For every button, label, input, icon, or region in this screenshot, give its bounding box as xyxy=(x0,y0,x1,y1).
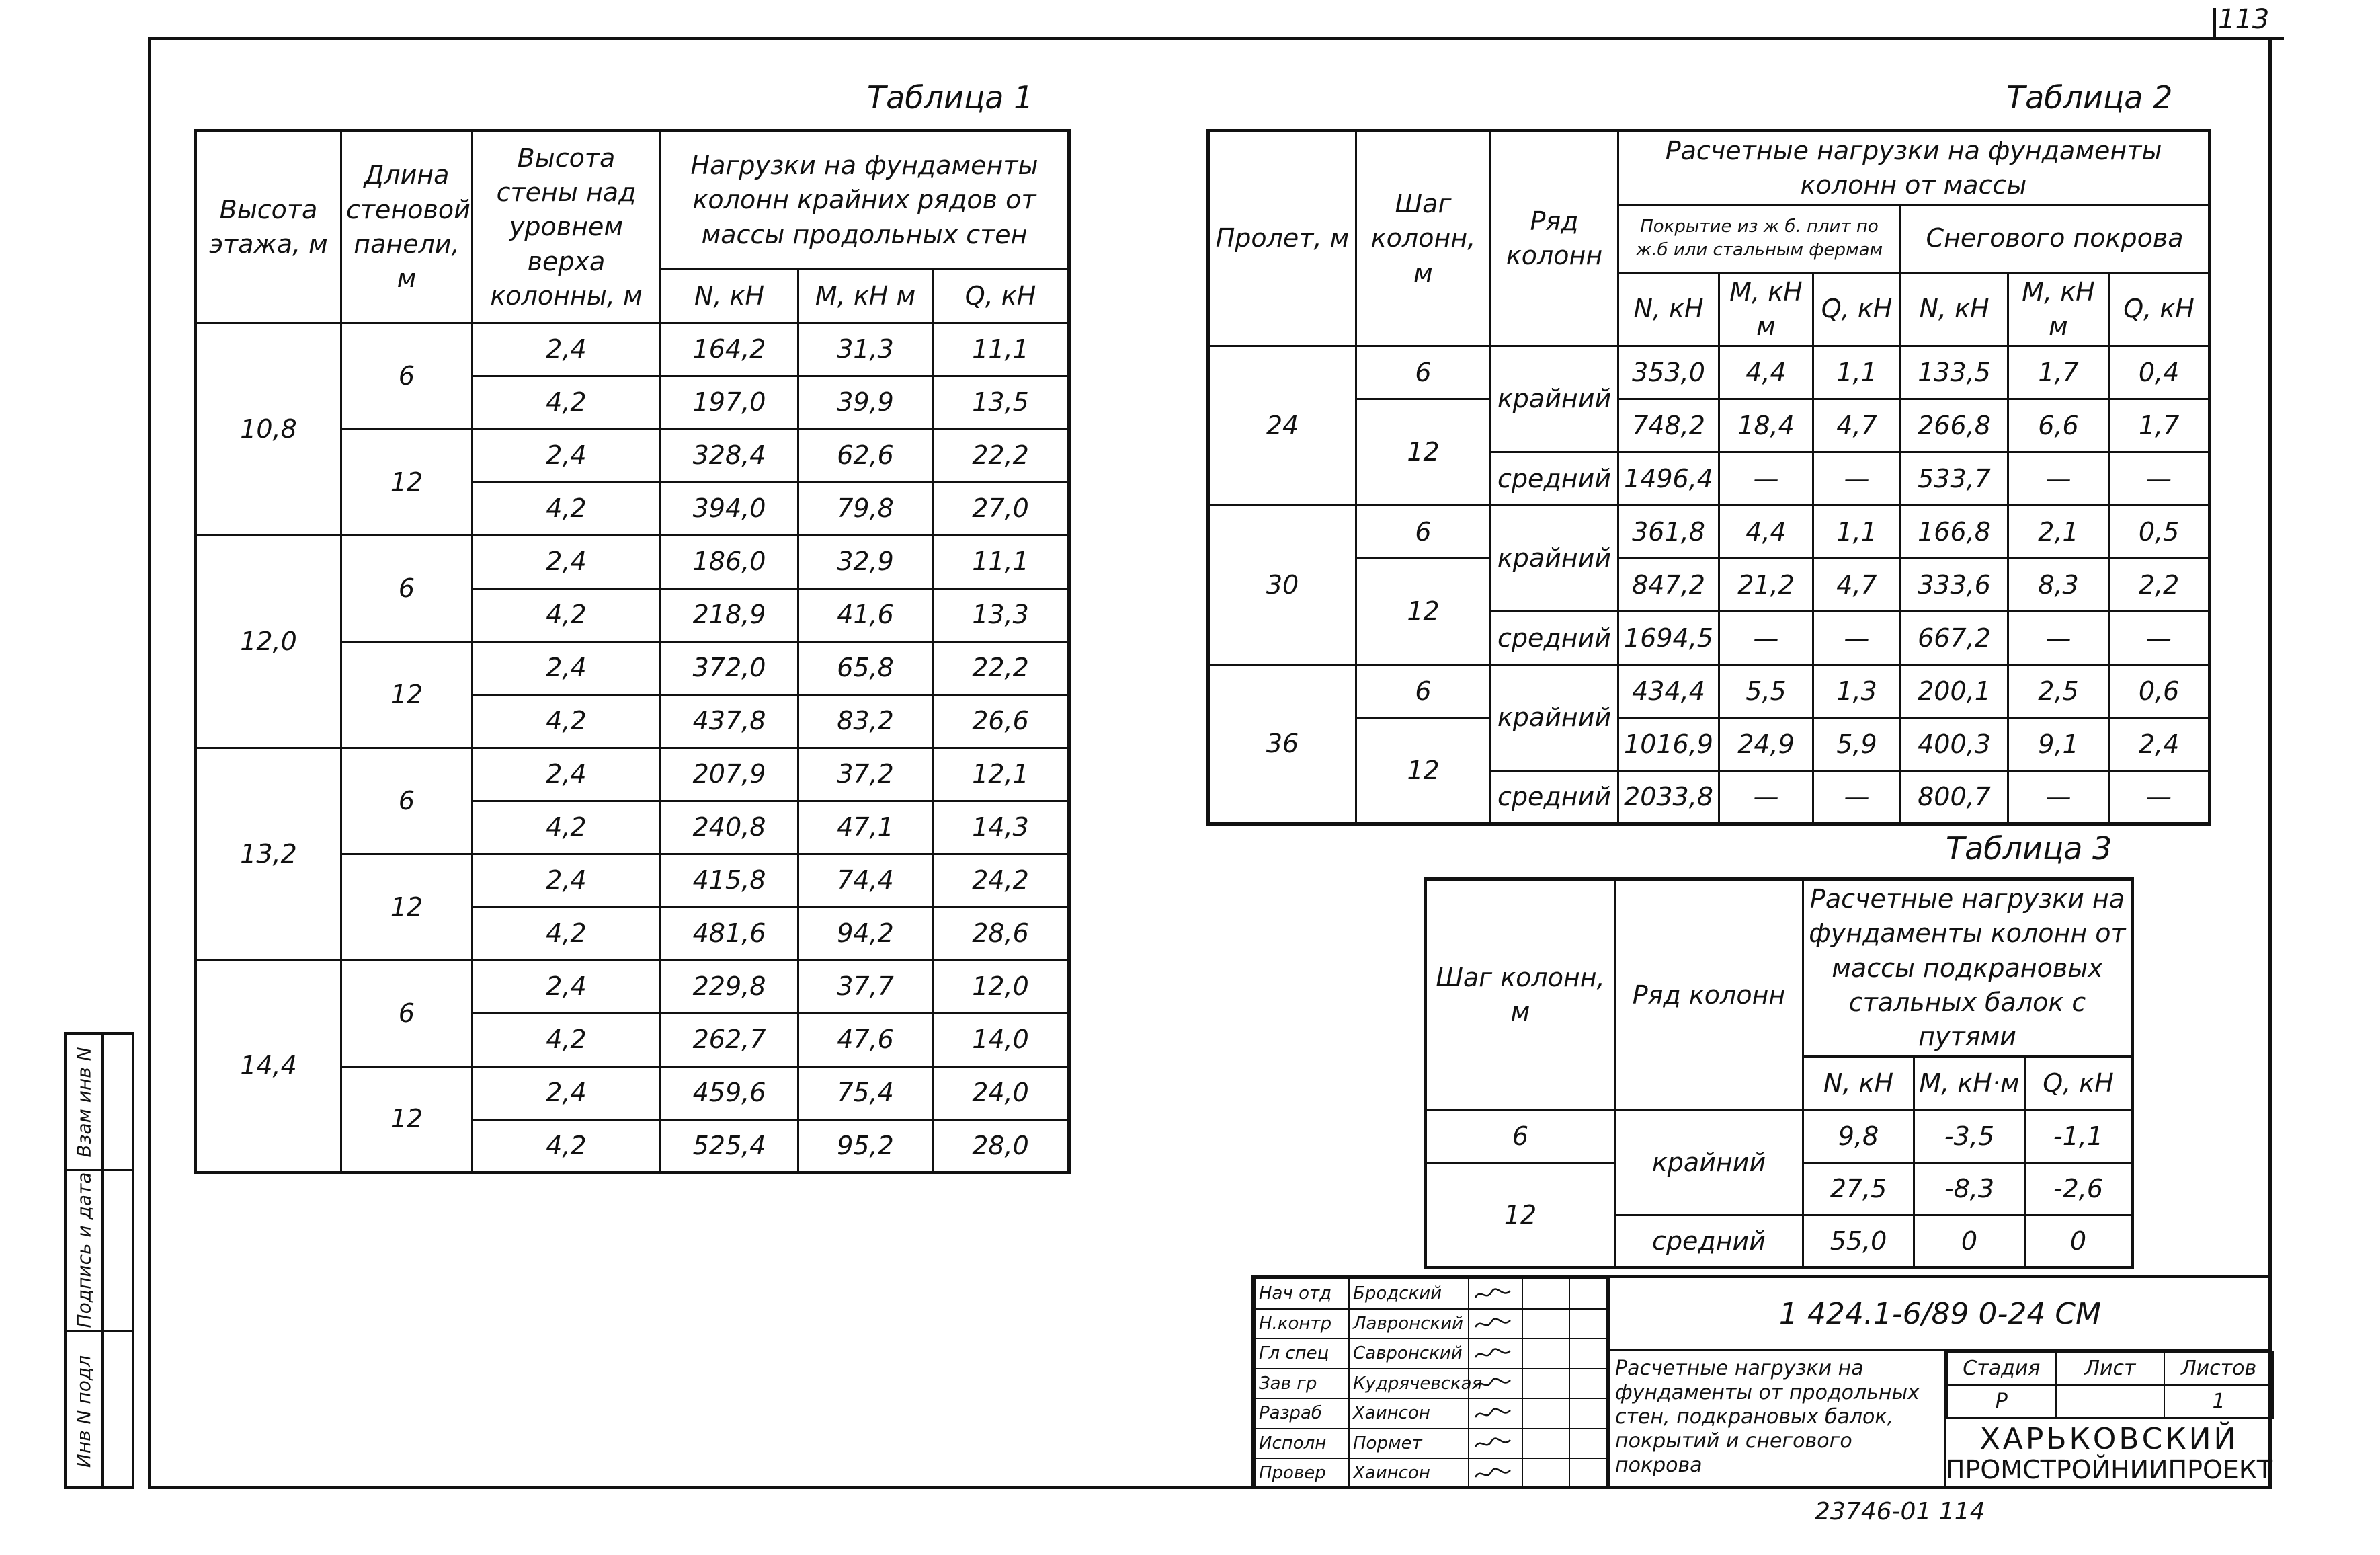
organization xyxy=(1944,1417,2272,1489)
t1-header-floor: Высота этажа, м xyxy=(196,131,341,323)
t2-cell: — xyxy=(1813,771,1901,824)
t2-cell: 166,8 xyxy=(1901,506,2008,559)
stamp-empty xyxy=(1569,1458,1609,1488)
sheet-number-tick xyxy=(2213,8,2216,38)
t1-cell: 2,4 xyxy=(473,961,661,1014)
t1-cell: 37,2 xyxy=(798,748,933,801)
t1-cell: 22,2 xyxy=(933,642,1069,695)
t2-cell: 1016,9 xyxy=(1618,718,1719,771)
t3-cell: -1,1 xyxy=(2025,1111,2133,1163)
t1-cell: 13,5 xyxy=(933,376,1069,430)
t1-cell: 65,8 xyxy=(798,642,933,695)
t2-cell: 0,6 xyxy=(2109,665,2210,718)
t1-cell: 186,0 xyxy=(661,536,798,589)
t2-cell: 1,1 xyxy=(1813,346,1901,399)
t2-row-middle: средний xyxy=(1491,452,1618,506)
t1-header-q: Q, кН xyxy=(933,270,1069,323)
t2-step-12: 12 xyxy=(1356,559,1491,665)
t1-cell: 47,6 xyxy=(798,1014,933,1067)
t1-floor: 13,2 xyxy=(196,748,341,961)
t1-cell: 32,9 xyxy=(798,536,933,589)
t2-cell: — xyxy=(2109,771,2210,824)
stage-label: Стадия xyxy=(1947,1352,2056,1385)
t3-cell: 27,5 xyxy=(1803,1163,1914,1215)
t2-cell: 9,1 xyxy=(2008,718,2109,771)
sidebar-replacement: Взам инв N xyxy=(73,1046,95,1158)
t1-cell: 27,0 xyxy=(933,483,1069,536)
t1-header-wall: Высота стены над уровнем верха колонны, м xyxy=(473,131,661,323)
t2-cell: 133,5 xyxy=(1901,346,2008,399)
t1-cell: 328,4 xyxy=(661,430,798,483)
stage-value: Р xyxy=(1947,1385,2056,1418)
t2-header-q2: Q, кН xyxy=(2109,272,2210,346)
t1-body xyxy=(196,323,1069,1173)
t1-cell: 262,7 xyxy=(661,1014,798,1067)
t2-cell: 353,0 xyxy=(1618,346,1719,399)
t1-cell: 4,2 xyxy=(473,695,661,748)
sheets-label: Листов xyxy=(2164,1352,2273,1385)
t1-cell: 12,1 xyxy=(933,748,1069,801)
t1-cell: 4,2 xyxy=(473,589,661,642)
stamp-role: Зав гр xyxy=(1255,1369,1349,1399)
t2-cell: 266,8 xyxy=(1901,399,2008,452)
t2-cell: — xyxy=(1719,771,1813,824)
stamp-empty xyxy=(1569,1429,1609,1459)
t2-row-outer: крайний xyxy=(1491,665,1618,771)
t2-step-12: 12 xyxy=(1356,399,1491,506)
t2-cell: 0,5 xyxy=(2109,506,2210,559)
sheet-number: 113 xyxy=(2218,4,2270,35)
stamp-name: Пормет xyxy=(1349,1429,1469,1459)
footer-code: 23746-01 114 xyxy=(1815,1498,1985,1525)
t2-cell: 2,2 xyxy=(2109,559,2210,612)
t1-cell: 95,2 xyxy=(798,1120,933,1173)
stamp-empty xyxy=(1522,1369,1569,1399)
t1-cell: 4,2 xyxy=(473,1014,661,1067)
t1-cell: 94,2 xyxy=(798,908,933,961)
stamp-empty xyxy=(1569,1309,1609,1339)
t3-cell: 9,8 xyxy=(1803,1111,1914,1163)
t1-panel: 12 xyxy=(341,854,473,961)
t1-floor: 14,4 xyxy=(196,961,341,1173)
t2-cell: 21,2 xyxy=(1719,559,1813,612)
t2-header-loads: Расчетные нагрузки на фундаменты колонн от массы xyxy=(1618,131,2210,206)
stamp-empty xyxy=(1522,1339,1569,1369)
stamp-empty xyxy=(1522,1279,1569,1309)
organization-line1: ХАРЬКОВСКИЙ xyxy=(1979,1422,2239,1457)
t1-panel: 6 xyxy=(341,961,473,1067)
signature-mark xyxy=(1469,1279,1522,1309)
t2-header-n2: N, кН xyxy=(1901,272,2008,346)
t2-header-q1: Q, кН xyxy=(1813,272,1901,346)
table3 xyxy=(1424,877,2134,1269)
t2-cell: — xyxy=(2109,452,2210,506)
t2-cell: — xyxy=(2008,771,2109,824)
stamp-empty xyxy=(1569,1279,1609,1309)
t1-cell: 207,9 xyxy=(661,748,798,801)
t1-cell: 28,6 xyxy=(933,908,1069,961)
t1-cell: 459,6 xyxy=(661,1067,798,1120)
stamp-name: Хаинсон xyxy=(1349,1398,1469,1429)
t1-panel: 12 xyxy=(341,1067,473,1173)
t1-cell: 24,0 xyxy=(933,1067,1069,1120)
t2-step-6: 6 xyxy=(1356,346,1491,399)
t2-cell: 0,4 xyxy=(2109,346,2210,399)
t1-cell: 4,2 xyxy=(473,1120,661,1173)
table1-caption: Таблица 1 xyxy=(867,79,1034,116)
t2-header-n1: N, кН xyxy=(1618,272,1719,346)
t2-cell: 1694,5 xyxy=(1618,612,1719,665)
t1-cell: 218,9 xyxy=(661,589,798,642)
stamp-role: Разраб xyxy=(1255,1398,1349,1429)
t1-cell: 14,3 xyxy=(933,801,1069,854)
t1-panel: 12 xyxy=(341,430,473,536)
t1-cell: 4,2 xyxy=(473,801,661,854)
t2-cell: 4,4 xyxy=(1719,506,1813,559)
stamp-empty xyxy=(1522,1429,1569,1459)
organization-line2: ПРОМСТРОЙНИИПРОЕКТ xyxy=(1945,1454,2273,1484)
table2-caption: Таблица 2 xyxy=(2006,79,2173,116)
t1-floor: 12,0 xyxy=(196,536,341,748)
t1-cell: 62,6 xyxy=(798,430,933,483)
stamp-name: Хаинсон xyxy=(1349,1458,1469,1488)
t1-panel: 12 xyxy=(341,642,473,748)
t2-cell: 361,8 xyxy=(1618,506,1719,559)
signature-mark xyxy=(1469,1398,1522,1429)
t1-cell: 11,1 xyxy=(933,323,1069,376)
t2-cell: 2,5 xyxy=(2008,665,2109,718)
t3-cell: -8,3 xyxy=(1914,1163,2025,1215)
sheet-value xyxy=(2056,1385,2165,1418)
t1-cell: 11,1 xyxy=(933,536,1069,589)
t2-cell: — xyxy=(1813,452,1901,506)
t1-cell: 2,4 xyxy=(473,854,661,908)
signature-mark xyxy=(1469,1429,1522,1459)
t2-cell: 1496,4 xyxy=(1618,452,1719,506)
stamp-empty xyxy=(1569,1339,1609,1369)
t1-cell: 525,4 xyxy=(661,1120,798,1173)
t1-cell: 2,4 xyxy=(473,323,661,376)
title-block xyxy=(1251,1275,2272,1489)
t1-cell: 372,0 xyxy=(661,642,798,695)
t3-cell: 55,0 xyxy=(1803,1215,1914,1268)
sidebar-signature-date: Подпись и дата xyxy=(73,1172,95,1328)
t2-cell: 1,1 xyxy=(1813,506,1901,559)
t2-cell: 800,7 xyxy=(1901,771,2008,824)
top-rule xyxy=(2217,37,2284,40)
stamp-empty xyxy=(1522,1309,1569,1339)
sidebar-original-inv: Инв N подл xyxy=(73,1355,95,1468)
signatures-grid xyxy=(1251,1275,1606,1489)
t1-cell: 79,8 xyxy=(798,483,933,536)
t2-row-outer: крайний xyxy=(1491,506,1618,612)
t2-cell: 1,7 xyxy=(2008,346,2109,399)
document-code: 1 424.1-6/89 0-24 СМ xyxy=(1606,1275,2272,1349)
t2-cell: 4,7 xyxy=(1813,399,1901,452)
t2-cell: 434,4 xyxy=(1618,665,1719,718)
t1-cell: 83,2 xyxy=(798,695,933,748)
t2-cell: 333,6 xyxy=(1901,559,2008,612)
t1-cell: 164,2 xyxy=(661,323,798,376)
t2-cell: 5,9 xyxy=(1813,718,1901,771)
t3-cell: 0 xyxy=(2025,1215,2133,1268)
t2-step-12: 12 xyxy=(1356,718,1491,824)
t1-cell: 229,8 xyxy=(661,961,798,1014)
t2-step-6: 6 xyxy=(1356,506,1491,559)
t3-header-step: Шаг колонн, м xyxy=(1426,879,1615,1111)
t2-cell: 1,7 xyxy=(2109,399,2210,452)
t2-body xyxy=(1208,346,2210,824)
t3-header-m: M, кН·м xyxy=(1914,1057,2025,1111)
t3-cell: 0 xyxy=(1914,1215,2025,1268)
t2-cell: 847,2 xyxy=(1618,559,1719,612)
t1-cell: 75,4 xyxy=(798,1067,933,1120)
t3-step-6: 6 xyxy=(1426,1111,1615,1163)
t2-span: 24 xyxy=(1208,346,1356,506)
t1-cell: 39,9 xyxy=(798,376,933,430)
t3-row-outer: крайний xyxy=(1615,1111,1803,1215)
approval-sidebar xyxy=(64,1032,134,1489)
t1-panel: 6 xyxy=(341,536,473,642)
sidebar-divider xyxy=(101,1035,104,1486)
t1-cell: 4,2 xyxy=(473,483,661,536)
t2-row-middle: средний xyxy=(1491,612,1618,665)
t1-header-n: N, кН xyxy=(661,270,798,323)
t2-cell: 18,4 xyxy=(1719,399,1813,452)
t1-panel: 6 xyxy=(341,748,473,854)
t1-cell: 26,6 xyxy=(933,695,1069,748)
t1-cell: 2,4 xyxy=(473,536,661,589)
stamp-name: Кудрячевская xyxy=(1349,1369,1469,1399)
t3-header-q: Q, кН xyxy=(2025,1057,2133,1111)
t2-cell: — xyxy=(1719,612,1813,665)
stamp-empty xyxy=(1522,1398,1569,1429)
t1-cell: 24,2 xyxy=(933,854,1069,908)
stamp-empty xyxy=(1569,1369,1609,1399)
t2-row-outer: крайний xyxy=(1491,346,1618,452)
t2-cell: — xyxy=(2008,452,2109,506)
t1-cell: 41,6 xyxy=(798,589,933,642)
t3-header-loads: Расчетные нагрузки на фундаменты колонн от массы подкрановых стальных балок с путями xyxy=(1803,879,2133,1057)
document-description: Расчетные нагрузки на фундаменты от продольных стен, подкрановых балок, покрытий и снегового покрова xyxy=(1606,1349,1944,1489)
t1-cell: 13,3 xyxy=(933,589,1069,642)
t2-header-span: Пролет, м xyxy=(1208,131,1356,346)
t2-cell: — xyxy=(1813,612,1901,665)
sheet-label: Лист xyxy=(2056,1352,2165,1385)
stamp-name: Бродский xyxy=(1349,1279,1469,1309)
t1-cell: 2,4 xyxy=(473,748,661,801)
t3-row-middle: средний xyxy=(1615,1215,1803,1268)
t2-header-step: Шаг колонн, м xyxy=(1356,131,1491,346)
t2-cell: 5,5 xyxy=(1719,665,1813,718)
stamp-role: Провер xyxy=(1255,1458,1349,1488)
t1-cell: 22,2 xyxy=(933,430,1069,483)
t2-cell: 533,7 xyxy=(1901,452,2008,506)
t1-panel: 6 xyxy=(341,323,473,430)
t2-row-middle: средний xyxy=(1491,771,1618,824)
t1-cell: 437,8 xyxy=(661,695,798,748)
t2-cell: 2033,8 xyxy=(1618,771,1719,824)
t2-header-m2: M, кН м xyxy=(2008,272,2109,346)
t1-header-panel: Длина стеновой панели, м xyxy=(341,131,473,323)
signature-mark xyxy=(1469,1339,1522,1369)
stamp-name: Савронский xyxy=(1349,1339,1469,1369)
t3-cell: -3,5 xyxy=(1914,1111,2025,1163)
t2-header-m1: M, кН м xyxy=(1719,272,1813,346)
t1-cell: 197,0 xyxy=(661,376,798,430)
table1 xyxy=(194,129,1071,1174)
sheets-value: 1 xyxy=(2164,1385,2273,1418)
t2-span: 30 xyxy=(1208,506,1356,665)
t1-header-m: M, кН м xyxy=(798,270,933,323)
t2-cell: 748,2 xyxy=(1618,399,1719,452)
t2-cell: — xyxy=(2008,612,2109,665)
t2-cell: 8,3 xyxy=(2008,559,2109,612)
t1-cell: 2,4 xyxy=(473,1067,661,1120)
t1-cell: 31,3 xyxy=(798,323,933,376)
t1-floor: 10,8 xyxy=(196,323,341,536)
t1-cell: 47,1 xyxy=(798,801,933,854)
t2-cell: — xyxy=(2109,612,2210,665)
signature-mark xyxy=(1469,1309,1522,1339)
t2-cell: 667,2 xyxy=(1901,612,2008,665)
t2-cell: 4,4 xyxy=(1719,346,1813,399)
stamp-empty xyxy=(1569,1398,1609,1429)
t2-cell: 400,3 xyxy=(1901,718,2008,771)
stamp-name: Лавронский xyxy=(1349,1309,1469,1339)
stage-sheet-box xyxy=(1944,1349,2272,1417)
t2-cell: 1,3 xyxy=(1813,665,1901,718)
stamp-role: Исполн xyxy=(1255,1429,1349,1459)
stamp-role: Гл спец xyxy=(1255,1339,1349,1369)
t1-cell: 4,2 xyxy=(473,908,661,961)
t3-cell: -2,6 xyxy=(2025,1163,2133,1215)
t2-cell: 6,6 xyxy=(2008,399,2109,452)
t1-cell: 394,0 xyxy=(661,483,798,536)
t2-header-roof: Покрытие из ж б. плит по ж.б или стальным фермам xyxy=(1618,205,1901,272)
table3-caption: Таблица 3 xyxy=(1946,830,2112,867)
t1-cell: 14,0 xyxy=(933,1014,1069,1067)
t2-cell: 4,7 xyxy=(1813,559,1901,612)
t2-cell: 200,1 xyxy=(1901,665,2008,718)
table2 xyxy=(1206,129,2211,826)
t3-step-12: 12 xyxy=(1426,1163,1615,1268)
t1-cell: 12,0 xyxy=(933,961,1069,1014)
t2-header-snow: Снегового покрова xyxy=(1901,205,2210,272)
t2-cell: 2,1 xyxy=(2008,506,2109,559)
t2-step-6: 6 xyxy=(1356,665,1491,718)
signature-mark xyxy=(1469,1369,1522,1399)
t3-header-n: N, кН xyxy=(1803,1057,1914,1111)
stamp-role: Нач отд xyxy=(1255,1279,1349,1309)
t1-cell: 415,8 xyxy=(661,854,798,908)
t1-cell: 28,0 xyxy=(933,1120,1069,1173)
stamp-role: Н.контр xyxy=(1255,1309,1349,1339)
t1-cell: 2,4 xyxy=(473,642,661,695)
t2-cell: — xyxy=(1719,452,1813,506)
t2-cell: 2,4 xyxy=(2109,718,2210,771)
stamp-empty xyxy=(1522,1458,1569,1488)
t1-cell: 4,2 xyxy=(473,376,661,430)
t1-cell: 240,8 xyxy=(661,801,798,854)
signature-mark xyxy=(1469,1458,1522,1488)
t3-header-row: Ряд колонн xyxy=(1615,879,1803,1111)
t2-span: 36 xyxy=(1208,665,1356,824)
t1-cell: 37,7 xyxy=(798,961,933,1014)
t2-header-row: Ряд колонн xyxy=(1491,131,1618,346)
t2-cell: 24,9 xyxy=(1719,718,1813,771)
t1-cell: 2,4 xyxy=(473,430,661,483)
t1-header-loads: Нагрузки на фундаменты колонн крайних рядов от массы продольных стен xyxy=(661,131,1069,270)
t1-cell: 74,4 xyxy=(798,854,933,908)
t1-cell: 481,6 xyxy=(661,908,798,961)
